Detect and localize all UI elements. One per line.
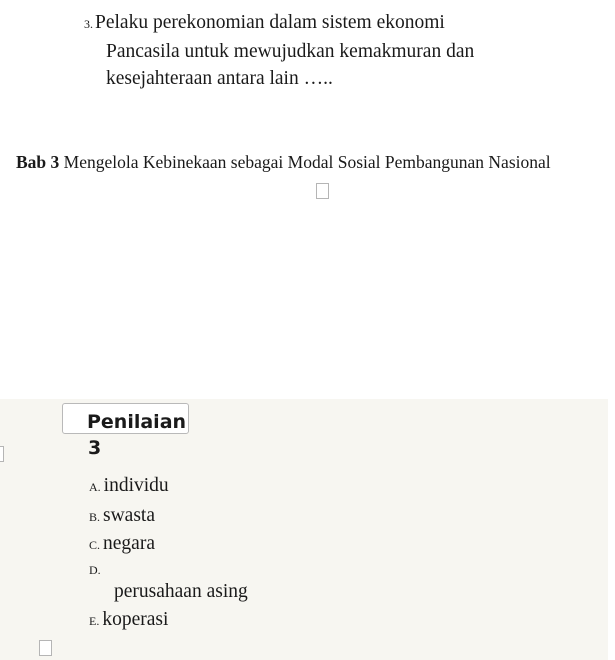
chapter-heading [16,152,551,173]
margin-marker-icon [0,446,4,462]
option-c[interactable] [89,533,155,555]
chapter-prefix: Bab 3 [16,152,60,172]
option-text: individu [103,475,169,496]
option-b[interactable] [89,505,155,527]
question-number: 3. [84,17,93,31]
question-text [84,9,554,92]
option-d[interactable] [114,581,248,603]
option-letter: E. [89,614,100,628]
question-line-2: Pancasila untuk mewujudkan kemakmuran dan [106,41,475,62]
chapter-title: Mengelola Kebinekaan sebagai Modal Sosial Pembangunan Nasional [63,152,551,172]
option-letter: C. [89,538,101,552]
option-letter: B. [89,510,101,524]
assessment-badge: Penilaian [62,403,189,434]
option-text: perusahaan asing [114,581,248,602]
assessment-number: 3 [88,437,102,459]
option-e[interactable] [89,609,168,631]
image-placeholder-icon [39,640,52,656]
option-a[interactable] [89,475,169,497]
option-text: negara [103,533,155,554]
option-text: swasta [103,505,156,526]
question-line-3: kesejahteraan antara lain ….. [106,68,333,89]
question-line-1: 3. Pelaku perekonomian dalam sistem ekonomi [84,12,445,33]
image-placeholder-icon [316,183,329,199]
option-text: koperasi [102,609,169,630]
option-letter: A. [89,480,101,494]
option-d-letter: D. [89,563,101,577]
